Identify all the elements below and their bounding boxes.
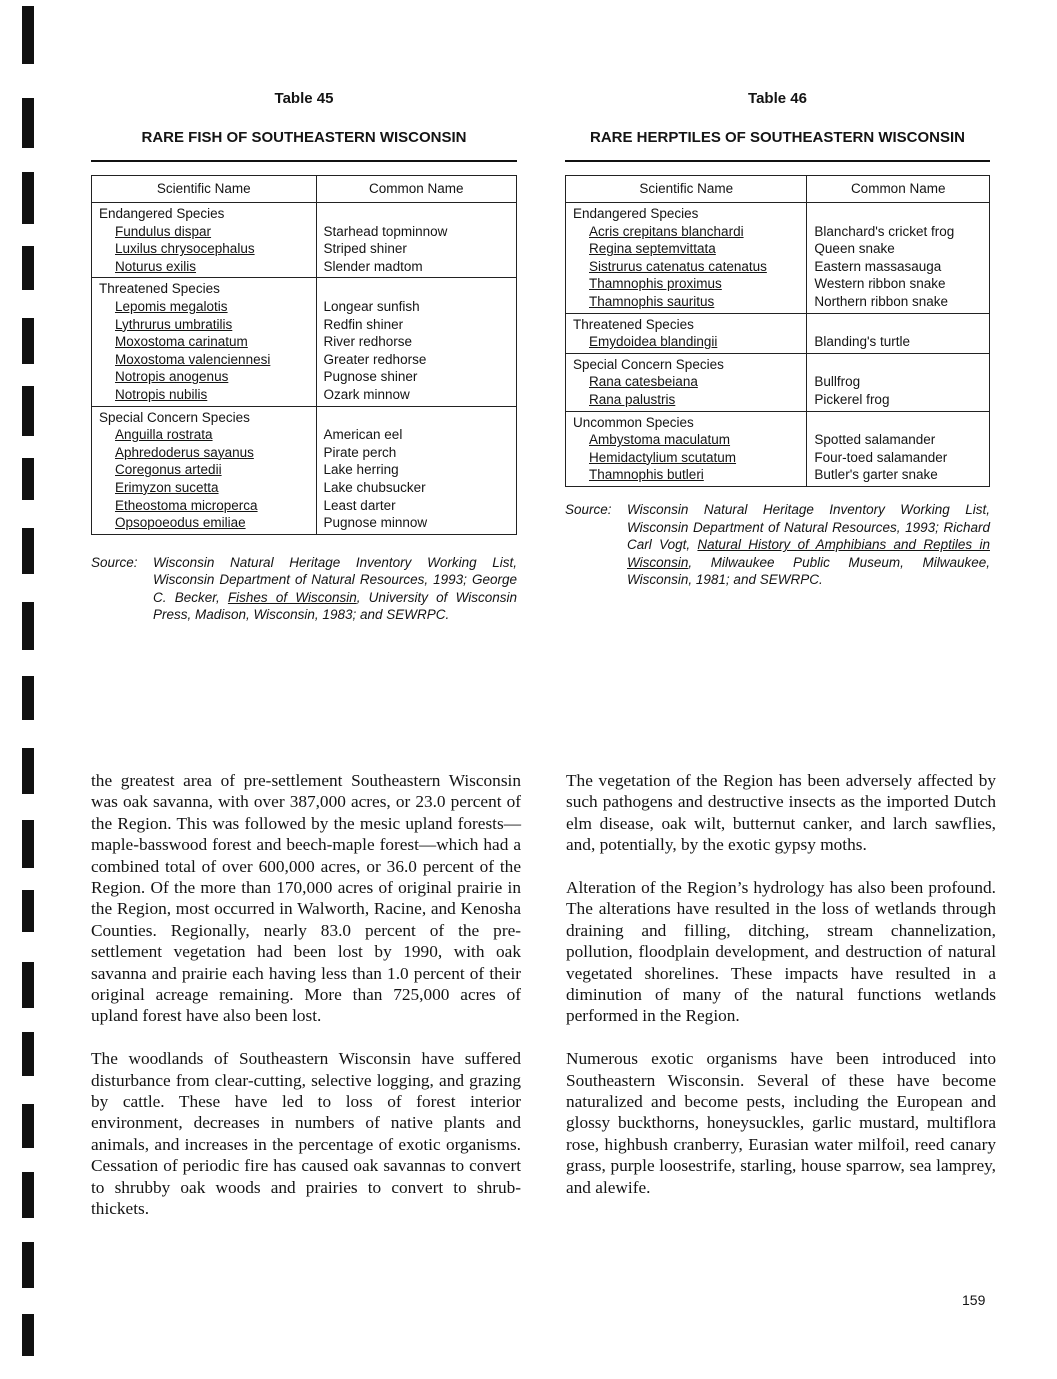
edge-mark [22, 1032, 34, 1076]
common-name: Northern ribbon snake [814, 293, 948, 309]
scientific-name: Thamnophis sauritus [589, 293, 715, 309]
body-paragraph: Numerous exotic organisms have been introduced into Southeastern Wisconsin. Several of these have become naturalized and become pests, including the European and glossy buckthorns, honeysuckles, garlic mustard, multiflora rose, highbush cranberry, Eurasian water milfoil, reed canary grass, purple loosestrife, starling, house sparrow, sea lamprey, and alewife. [566, 1049, 996, 1197]
common-name: Eastern massasauga [814, 258, 942, 274]
edge-mark [22, 246, 34, 290]
edge-mark [22, 6, 34, 64]
common-name: Pirate perch [323, 444, 397, 460]
table-source-note [91, 554, 517, 624]
edge-mark [22, 962, 34, 1008]
common-name: Longear sunfish [323, 298, 420, 314]
common-name: Pugnose shiner [323, 369, 418, 385]
body-paragraph: The woodlands of Southeastern Wisconsin have suffered disturbance from clear-cutting, selective logging, and grazing by cattle. These have led to loss of forest interior environment, decreases in numbers of native plants and animals, and increases in the percentage of exotic organisms. Cessation of periodic fire has caused oak savannas to convert to shrubby oak woods and prairies to convert to shrub-thickets. [91, 1049, 521, 1219]
table-number: Table 45 [274, 90, 334, 107]
table-number: Table 46 [748, 90, 807, 107]
table-source-note [565, 501, 990, 589]
group-uncommon [566, 411, 990, 486]
source-text-b: , Milwaukee Public Museum, Milwaukee, Wisconsin, 1981; and SEWRPC. [627, 554, 990, 588]
title-rule [91, 160, 517, 162]
group-label: Endangered Species [573, 206, 699, 221]
group-label: Threatened Species [99, 281, 220, 297]
group-endangered [566, 203, 990, 314]
scientific-name: Luxilus chrysocephalus [115, 241, 255, 257]
common-name: Starhead topminnow [323, 223, 448, 239]
common-name: Four-toed salamander [814, 449, 948, 465]
scientific-name: Anguilla rostrata [115, 427, 213, 443]
common-cell [807, 411, 990, 486]
common-name: Lake chubsucker [323, 479, 426, 495]
title-rule [565, 160, 990, 162]
scientific-name: Noturus exilis [115, 258, 197, 274]
edge-mark [22, 98, 34, 148]
scientific-cell [92, 203, 317, 278]
common-name: Queen snake [814, 241, 895, 257]
common-name: Blanding's turtle [814, 334, 911, 350]
group-special-concern [92, 406, 517, 534]
common-name: Butler's garter snake [814, 467, 938, 483]
scientific-name: Rana catesbeiana [589, 374, 698, 390]
edge-mark [22, 602, 34, 650]
group-threatened [92, 278, 517, 406]
scientific-name: Aphredoderus sayanus [115, 444, 254, 460]
body-paragraph: Alteration of the Region’s hydrology has also been profound. The alterations have resulted in the loss of wetlands through draining and filling, ditching, stream channelization, pollution, floodplain development, and destruction of natural vegetated shorelines. These impacts have resulted in a diminution of many of the natural functions wetlands performed in the Region. [566, 878, 996, 1026]
table-45-block [91, 90, 517, 624]
common-name: Pickerel frog [814, 391, 890, 407]
scientific-name: Opsopoeodus emiliae [115, 515, 246, 531]
common-name: Spotted salamander [814, 432, 936, 448]
header-common-name: Common Name [316, 176, 516, 203]
source-text-b: , University of Wisconsin Press, Madison, Wisconsin, 1983; and SEWRPC. [153, 589, 517, 623]
binding-edge-marks [22, 0, 38, 1379]
common-name: Western ribbon snake [814, 276, 946, 292]
common-name: American eel [323, 427, 403, 443]
edge-mark [22, 820, 34, 868]
common-cell [807, 353, 990, 411]
source-label: Source: [91, 554, 138, 570]
scientific-name: Erimyzon sucetta [115, 479, 219, 495]
scientific-name: Ambystoma maculatum [589, 432, 731, 448]
group-threatened [566, 313, 990, 353]
common-cell [807, 313, 990, 353]
source-label: Source: [565, 501, 612, 517]
common-cell [807, 203, 990, 314]
edge-mark [22, 890, 34, 932]
group-label: Uncommon Species [573, 414, 694, 430]
scientific-name: Sistrurus catenatus catenatus [589, 258, 767, 274]
rare-herptiles-table [565, 175, 990, 487]
scientific-name: Fundulus dispar [115, 223, 212, 239]
common-name: Bullfrog [814, 374, 861, 390]
common-name: Greater redhorse [323, 351, 427, 367]
scientific-name: Notropis nubilis [115, 386, 208, 402]
source-book-title: Fishes of Wisconsin [227, 589, 357, 605]
edge-mark [22, 1104, 34, 1148]
common-name: Slender madtom [323, 258, 423, 274]
scientific-name: Regina septemvittata [589, 241, 716, 257]
common-name: Striped shiner [323, 241, 407, 257]
header-row [92, 176, 517, 203]
scientific-cell [92, 278, 317, 406]
common-name: Least darter [323, 497, 396, 513]
header-scientific-name: Scientific Name [566, 176, 807, 203]
common-cell [316, 278, 516, 406]
group-label: Threatened Species [573, 316, 694, 332]
edge-mark [22, 676, 34, 720]
rare-fish-table [91, 175, 517, 535]
edge-mark [22, 172, 34, 224]
edge-mark [22, 458, 34, 500]
edge-mark [22, 748, 34, 794]
common-name: Pugnose minnow [323, 515, 428, 531]
common-cell [316, 203, 516, 278]
scientific-name: Hemidactylium scutatum [589, 449, 737, 465]
scientific-cell [92, 406, 317, 534]
scientific-name: Thamnophis proximus [589, 276, 722, 292]
header-row [566, 176, 990, 203]
scientific-cell [566, 313, 807, 353]
edge-mark [22, 318, 34, 364]
common-name: Lake herring [323, 462, 399, 478]
group-special-concern [566, 353, 990, 411]
scientific-cell [566, 203, 807, 314]
scientific-name: Moxostoma carinatum [115, 334, 248, 350]
scientific-name: Lepomis megalotis [115, 298, 228, 314]
source-book-title: Natural History of Amphibians and Reptiles in Wisconsin [627, 537, 990, 570]
common-cell [316, 406, 516, 534]
table-46-block [565, 90, 990, 589]
edge-mark [22, 528, 34, 574]
body-column-right [566, 770, 996, 1219]
group-label: Special Concern Species [99, 409, 250, 425]
group-label: Special Concern Species [573, 356, 724, 372]
edge-mark [22, 1242, 34, 1288]
scientific-name: Emydoidea blandingii [589, 334, 718, 350]
source-text [153, 554, 517, 624]
common-name: Ozark minnow [323, 386, 410, 402]
scientific-name: Etheostoma microperca [115, 497, 258, 513]
table-title: RARE HERPTILES OF SOUTHEASTERN WISCONSIN [589, 129, 966, 146]
scientific-cell [566, 353, 807, 411]
edge-mark [22, 1172, 34, 1218]
header-common-name: Common Name [807, 176, 990, 203]
source-text-a: Wisconsin Natural Heritage Inventory Working List, Wisconsin Department of Natural Resources, 1993; Richard Carl Vogt, [627, 501, 990, 553]
body-paragraph: the greatest area of pre-settlement Southeastern Wisconsin was oak savanna, with over 387,000 acres, or 23.0 percent of the Region. This was followed by the mesic upland forests—maple-basswood forest and beech-maple forest—which had a combined total of over 600,000 acres, or 36.0 percent of the Region. Of the more than 170,000 acres of original prairie in the Region, most occurred in Walworth, Racine, and Kenosha Counties. Regionally, nearly 83.0 percent of the pre-settlement vegetation had been lost by 1990, with oak savanna and prairie each having less than 1.0 percent of their original acreage remaining. More than 725,000 acres of upland forest have also been lost. [91, 771, 521, 1026]
source-text [627, 501, 990, 589]
scientific-name: Lythrurus umbratilis [115, 316, 233, 332]
scientific-name: Moxostoma valenciennesi [115, 351, 271, 367]
page-number: 159 [962, 1292, 986, 1308]
source-text-a: Wisconsin Natural Heritage Inventory Working List, Wisconsin Department of Natural Resources, 1993; George C. Becker, [153, 554, 517, 605]
group-endangered [92, 203, 517, 278]
group-label: Endangered Species [99, 206, 225, 221]
scientific-cell [566, 411, 807, 486]
scientific-name: Acris crepitans blanchardi [589, 223, 744, 239]
common-name: Redfin shiner [323, 316, 404, 332]
edge-mark [22, 1314, 34, 1356]
common-name: Blanchard's cricket frog [814, 223, 955, 239]
scientific-name: Coregonus artedii [115, 462, 222, 478]
scientific-name: Notropis anogenus [115, 369, 229, 385]
body-column-left [91, 770, 521, 1241]
scientific-name: Rana palustris [589, 391, 676, 407]
edge-mark [22, 386, 34, 436]
header-scientific-name: Scientific Name [92, 176, 317, 203]
body-paragraph: The vegetation of the Region has been adversely affected by such pathogens and destructive insects as the imported Dutch elm disease, oak wilt, butternut canker, and larch sawflies, and, potentially, by the exotic gypsy moths. [566, 771, 996, 855]
table-title: RARE FISH OF SOUTHEASTERN WISCONSIN [141, 129, 467, 146]
common-name: River redhorse [323, 334, 413, 350]
scientific-name: Thamnophis butleri [589, 467, 704, 483]
